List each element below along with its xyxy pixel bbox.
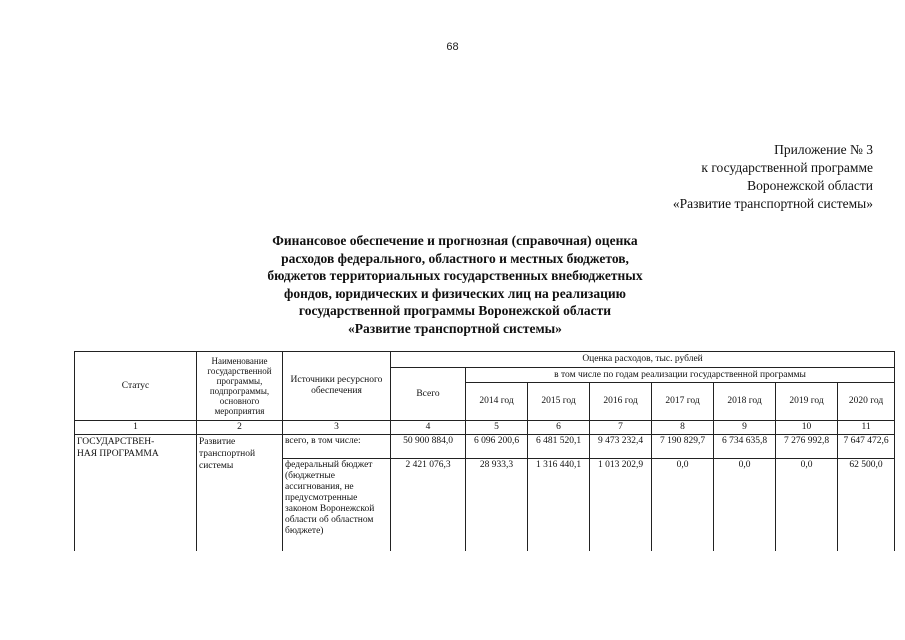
appendix-line: Воронежской области <box>747 178 873 193</box>
header-estimate: Оценка расходов, тыс. рублей <box>391 352 895 368</box>
source-cell: федеральный бюджет (бюджетные ассигнования, не предусмотренные законом Воронежской области об областном бюджете) <box>283 459 391 551</box>
column-number: 3 <box>283 421 391 435</box>
title-line: расходов федерального, областного и местных бюджетов, <box>281 250 629 266</box>
financing-table <box>74 351 895 551</box>
header-year: 2016 год <box>590 383 652 421</box>
header-sources: Источники ресурсного обеспечения <box>283 352 391 421</box>
page-number: 68 <box>446 41 459 53</box>
value-cell: 6 096 200,6 <box>466 435 528 459</box>
column-number: 10 <box>776 421 838 435</box>
program-line: транспортной <box>199 449 256 459</box>
value-cell: 1 316 440,1 <box>528 459 590 551</box>
column-number: 7 <box>590 421 652 435</box>
title-line: Финансовое обеспечение и прогнозная (справочная) оценка <box>272 233 638 248</box>
header-year: 2014 год <box>466 383 528 421</box>
value-cell: 9 473 232,4 <box>590 435 652 459</box>
value-cell: 50 900 884,0 <box>391 435 466 459</box>
value-cell: 7 190 829,7 <box>652 435 714 459</box>
value-cell: 62 500,0 <box>838 459 895 551</box>
title-line: «Развитие транспортной системы» <box>348 320 562 336</box>
column-number: 8 <box>652 421 714 435</box>
header-year: 2020 год <box>838 383 895 421</box>
value-cell: 6 734 635,8 <box>714 435 776 459</box>
header-total: Всего <box>391 368 466 421</box>
appendix-block <box>673 141 873 213</box>
appendix-line: Приложение № 3 <box>774 142 873 157</box>
value-cell: 28 933,3 <box>466 459 528 551</box>
table-row <box>75 435 895 459</box>
column-number: 1 <box>75 421 197 435</box>
title-line: государственной программы Воронежской области <box>298 303 612 318</box>
header-year: 2018 год <box>714 383 776 421</box>
program-line: системы <box>199 461 234 471</box>
title-line: бюджетов территориальных государственных внебюджетных <box>267 268 643 283</box>
column-number: 2 <box>197 421 283 435</box>
source-cell: всего, в том числе: <box>283 435 391 459</box>
column-number: 6 <box>528 421 590 435</box>
column-number-row <box>75 421 895 435</box>
header-status: Статус <box>75 352 197 421</box>
header-name: Наименование государственной программы, подпрограммы, основного мероприятия <box>197 352 283 421</box>
value-cell: 7 647 472,6 <box>838 435 895 459</box>
header-year: 2019 год <box>776 383 838 421</box>
appendix-line: «Развитие транспортной системы» <box>672 196 873 211</box>
appendix-line: к государственной программе <box>701 160 873 175</box>
status-line: НАЯ ПРОГРАММА <box>77 449 159 459</box>
column-number: 9 <box>714 421 776 435</box>
program-line: Развитие <box>199 437 236 447</box>
header-by-years: в том числе по годам реализации государственной программы <box>466 368 895 383</box>
header-year: 2017 год <box>652 383 714 421</box>
value-cell: 0,0 <box>714 459 776 551</box>
status-cell <box>75 435 197 551</box>
column-number: 11 <box>838 421 895 435</box>
column-number: 5 <box>466 421 528 435</box>
document-title <box>180 232 730 337</box>
value-cell: 6 481 520,1 <box>528 435 590 459</box>
value-cell: 0,0 <box>652 459 714 551</box>
value-cell: 2 421 076,3 <box>391 459 466 551</box>
title-line: фондов, юридических и физических лиц на реализацию <box>284 285 626 301</box>
value-cell: 7 276 992,8 <box>776 435 838 459</box>
value-cell: 1 013 202,9 <box>590 459 652 551</box>
program-name-cell <box>197 435 283 551</box>
column-number: 4 <box>391 421 466 435</box>
value-cell: 0,0 <box>776 459 838 551</box>
header-year: 2015 год <box>528 383 590 421</box>
status-line: ГОСУДАРСТВЕН- <box>77 437 155 447</box>
